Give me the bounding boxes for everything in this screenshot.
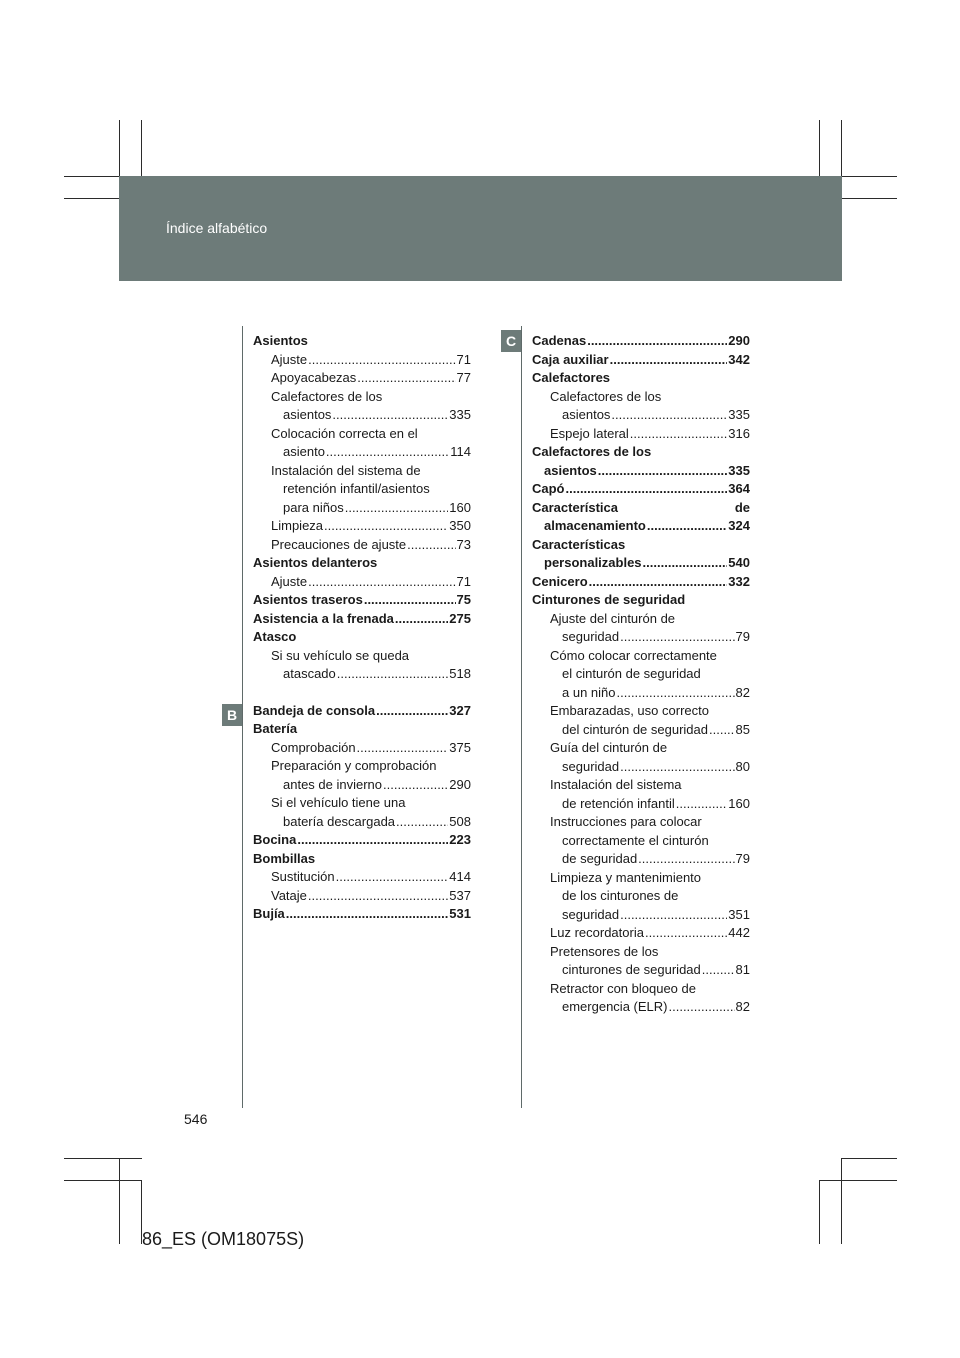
index-entry: Cadenas ..... 290 — [532, 332, 750, 351]
index-heading: Asientos delanteros — [253, 555, 378, 570]
crop-mark — [819, 1180, 897, 1181]
index-entry: Caja auxiliar ..... 342 — [532, 351, 750, 370]
index-entry: Si el vehículo tiene una batería descargada ..... 508 — [253, 794, 471, 831]
index-entry: Ajuste ..... 71 — [253, 573, 471, 592]
index-entry: Retractor con bloqueo de emergencia (ELR) ..... 82 — [532, 980, 750, 1017]
index-entry: Preparación y comprobación antes de invierno ..... 290 — [253, 757, 471, 794]
index-entry: Embarazadas, uso correcto del cinturón de seguridad ..... 85 — [532, 702, 750, 739]
index-column-left — [253, 332, 471, 924]
index-heading: Bombillas — [253, 850, 316, 866]
crop-mark — [841, 1158, 897, 1159]
index-entry: Limpieza ..... 350 — [253, 517, 471, 536]
index-entry: Comprobación ..... 375 — [253, 739, 471, 758]
index-entry: Bujía ..... 531 — [253, 905, 471, 924]
crop-mark — [819, 1180, 820, 1244]
crop-mark — [119, 1158, 120, 1244]
index-entry: Característica de almacenamiento ..... 324 — [532, 499, 750, 536]
document-code: 86_ES (OM18075S) — [142, 1229, 305, 1249]
column-divider-left — [242, 326, 243, 1108]
index-entry: Colocación correcta en el asiento ..... 114 — [253, 425, 471, 462]
index-entry: Instalación del sistema de retención infantil ..... 160 — [532, 776, 750, 813]
index-entry: Precauciones de ajuste ..... 73 — [253, 536, 471, 555]
index-entry: Asientos traseros ..... 75 — [253, 591, 471, 610]
index-entry: Calefactores de los asientos ..... 335 — [532, 443, 750, 480]
index-entry: Espejo lateral ..... 316 — [532, 425, 750, 444]
index-entry: Instrucciones para colocar correctamente el cinturón de seguridad ..... 79 — [532, 813, 750, 869]
index-entry: Bandeja de consola ..... 327 — [253, 702, 471, 721]
crop-mark — [64, 1180, 142, 1181]
index-entry: Asistencia a la frenada ..... 275 — [253, 610, 471, 629]
index-column-right — [532, 332, 750, 1017]
index-entry: Luz recordatoria ..... 442 — [532, 924, 750, 943]
section-tab-c: C — [501, 330, 521, 352]
crop-mark — [64, 1158, 142, 1159]
page-number: 546 — [184, 1111, 208, 1127]
index-entry: Guía del cinturón de seguridad ..... 80 — [532, 739, 750, 776]
index-entry: Calefactores de los asientos ..... 335 — [532, 388, 750, 425]
section-tab-b: B — [222, 704, 242, 726]
index-entry: Si su vehículo se queda atascado ..... 518 — [253, 647, 471, 684]
index-entry: Características personalizables ..... 540 — [532, 536, 750, 573]
index-entry: Cenicero ..... 332 — [532, 573, 750, 592]
index-entry: Ajuste del cinturón de seguridad ..... 79 — [532, 610, 750, 647]
index-entry: Capó ..... 364 — [532, 480, 750, 499]
index-heading: Batería — [253, 721, 298, 736]
index-heading: Calefactores — [532, 370, 611, 385]
index-entry: Ajuste ..... 71 — [253, 351, 471, 370]
index-entry: Cómo colocar correctamente el cinturón de seguridad a un niño ..... 82 — [532, 647, 750, 703]
index-entry: Limpieza y mantenimiento de los cinturones de seguridad ..... 351 — [532, 869, 750, 925]
index-entry: Instalación del sistema de retención infantil/asientos para niños ..... 160 — [253, 462, 471, 518]
index-entry: Vataje ..... 537 — [253, 887, 471, 906]
header-title: Índice alfabético — [166, 220, 268, 236]
column-divider-middle — [521, 326, 522, 1108]
index-entry: Pretensores de los cinturones de seguridad ..... 81 — [532, 943, 750, 980]
index-heading: Atasco — [253, 629, 297, 644]
crop-mark — [841, 1158, 842, 1244]
index-entry: Sustitución ..... 414 — [253, 868, 471, 887]
index-entry: Calefactores de los asientos ..... 335 — [253, 388, 471, 425]
index-entry: Bocina ..... 223 — [253, 831, 471, 850]
index-heading: Cinturones de seguridad — [532, 592, 686, 607]
index-entry: Apoyacabezas ..... 77 — [253, 369, 471, 388]
index-heading: Asientos — [253, 333, 308, 348]
